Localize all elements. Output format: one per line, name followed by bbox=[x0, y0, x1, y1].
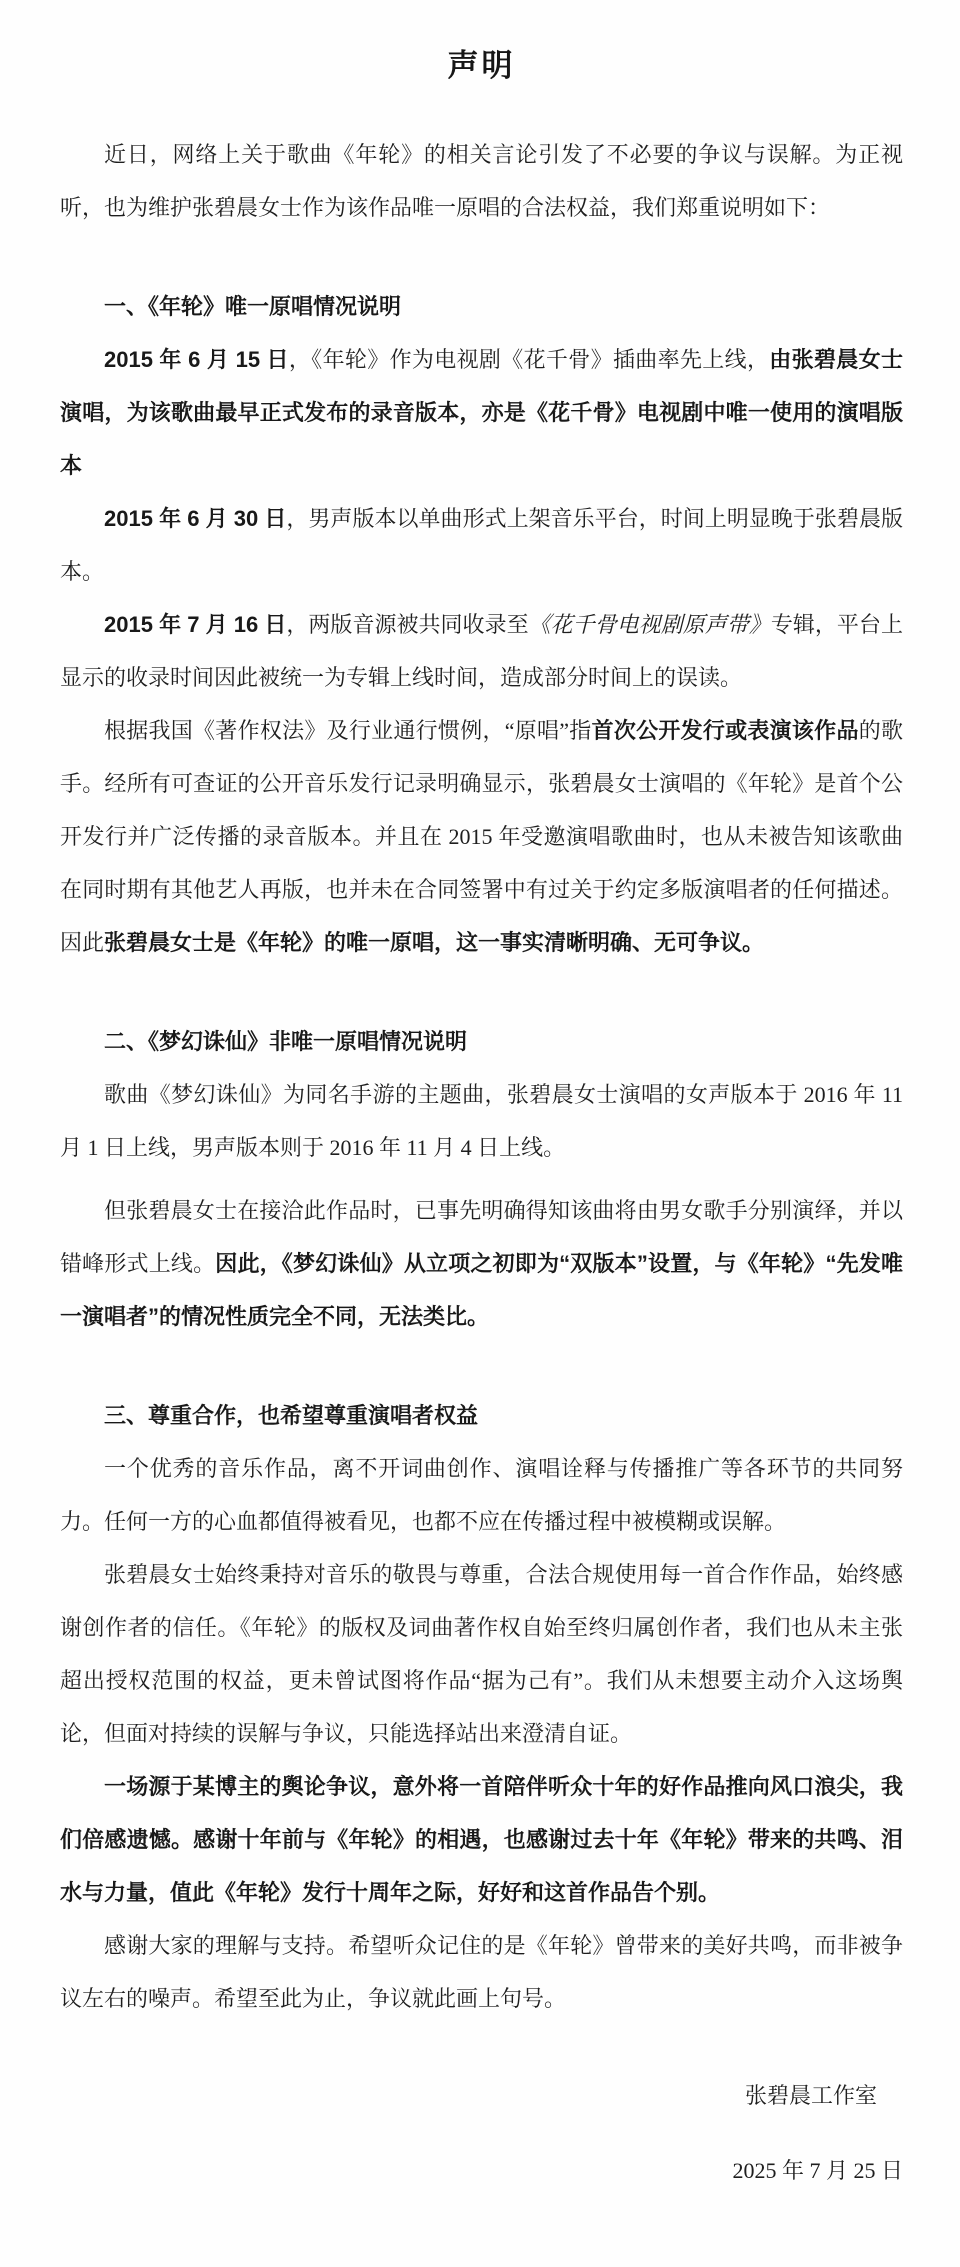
signature-name: 张碧晨工作室 bbox=[744, 2083, 877, 2108]
text-run: 一个优秀的音乐作品，离不开词曲创作、演唱诠释与传播推广等各环节的共同努力。任何一方的心血都值得被看见，也都不应在传播过程中被模糊或误解。 bbox=[60, 1456, 903, 1534]
bold-text-run: 2015 年 6 月 30 日 bbox=[104, 506, 287, 531]
section-heading bbox=[60, 1389, 903, 1442]
text-run: 歌曲《梦幻诛仙》为同名手游的主题曲，张碧晨女士演唱的女声版本于 2016 年 11 月 1 日上线，男声版本则于 2016 年 11 月 4 日上线。 bbox=[60, 1082, 903, 1160]
statement-body bbox=[60, 128, 903, 2025]
bold-text-run: 由张碧晨女士演唱，为该歌曲最早正式发布的录音版本，亦是《花千骨》电视剧中唯一使用的演唱版本 bbox=[60, 347, 903, 478]
signature-block bbox=[60, 2069, 903, 2197]
document-title: 声明 bbox=[447, 48, 516, 83]
signature-date: 2025 年 7 月 25 日 bbox=[732, 2158, 903, 2183]
bold-text-run: 2015 年 6 月 15 日 bbox=[104, 347, 289, 372]
text-run: 张碧晨女士始终秉持对音乐的敬畏与尊重，合法合规使用每一首合作作品，始终感谢创作者的信任。《年轮》的版权及词曲著作权自始至终归属创作者，我们也从未主张超出授权范围的权益，更未曾试图将作品“据为己有”。我们从未想要主动介入这场舆论，但面对持续的误解与争议，只能选择站出来澄清自证。 bbox=[60, 1562, 903, 1746]
bold-text-run: 2015 年 7 月 16 日 bbox=[104, 612, 287, 637]
text-run: 专辑，平台上显示的收录时间因此被统一为专辑上线时间，造成部分时间上的误读。 bbox=[60, 612, 903, 690]
statement-paragraph bbox=[60, 492, 903, 598]
text-run: 感谢大家的理解与支持。希望听众记住的是《年轮》曾带来的美好共鸣，而非被争议左右的噪声。希望至此为止，争议就此画上句号。 bbox=[60, 1933, 903, 2011]
text-run: 但张碧晨女士在接洽此作品时，已事先明确得知该曲将由男女歌手分别演绎，并以错峰形式上线。 bbox=[60, 1198, 903, 1276]
bold-text-run: 因此，《梦幻诛仙》从立项之初即为“双版本”设置，与《年轮》“先发唯一演唱者”的情况性质完全不同，无法类比。 bbox=[60, 1251, 903, 1329]
text-run: ，《年轮》作为电视剧《花千骨》插曲率先上线， bbox=[288, 347, 770, 372]
text-run: 二、《梦幻诛仙》非唯一原唱情况说明 bbox=[104, 1029, 468, 1054]
text-run: 三、尊重合作，也希望尊重演唱者权益 bbox=[104, 1403, 479, 1428]
section-heading bbox=[60, 1015, 903, 1068]
text-run: 根据我国《著作权法》及行业通行惯例，“原唱”指 bbox=[104, 718, 592, 743]
statement-paragraph bbox=[60, 598, 903, 704]
text-run: ，两版音源被共同收录至 bbox=[286, 612, 529, 637]
bold-text-run: 张碧晨女士是《年轮》的唯一原唱，这一事实清晰明确、无可争议。 bbox=[104, 930, 765, 955]
statement-paragraph bbox=[60, 1184, 903, 1343]
bold-text-run: 首次公开发行或表演该作品 bbox=[591, 718, 859, 743]
section-heading bbox=[60, 280, 903, 333]
bold-text-run: 一场源于某博主的舆论争议，意外将一首陪伴听众十年的好作品推向风口浪尖，我们倍感遗憾。感谢十年前与《年轮》的相遇，也感谢过去十年《年轮》带来的共鸣、泪水与力量，值此《年轮》发行十周年之际，好好和这首作品告个别。 bbox=[60, 1774, 903, 1905]
text-run: 近日，网络上关于歌曲《年轮》的相关言论引发了不必要的争议与误解。为正视听，也为维护张碧晨女士作为该作品唯一原唱的合法权益，我们郑重说明如下： bbox=[60, 142, 903, 220]
text-run: ，男声版本以单曲形式上架音乐平台，时间上明显晚于张碧晨版本。 bbox=[60, 506, 903, 584]
statement-paragraph bbox=[60, 1919, 903, 2025]
statement-paragraph bbox=[60, 704, 903, 969]
statement-paragraph bbox=[60, 333, 903, 492]
text-run: 一、《年轮》唯一原唱情况说明 bbox=[104, 294, 402, 319]
statement-paragraph bbox=[60, 1068, 903, 1174]
statement-paragraph bbox=[60, 1548, 903, 1760]
statement-paragraph bbox=[60, 1442, 903, 1548]
statement-paragraph bbox=[60, 128, 903, 234]
text-run: 的歌手。经所有可查证的公开音乐发行记录明确显示，张碧晨女士演唱的《年轮》是首个公开发行并广泛传播的录音版本。并且在 2015 年受邀演唱歌曲时，也从未被告知该歌曲在同时期有其他艺人再版，也并未在合同签署中有过关于约定多版演唱者的任何描述。因此 bbox=[60, 718, 903, 955]
statement-paragraph bbox=[60, 1760, 903, 1919]
italic-text-run: 《花千骨电视剧原声带》 bbox=[528, 612, 771, 637]
